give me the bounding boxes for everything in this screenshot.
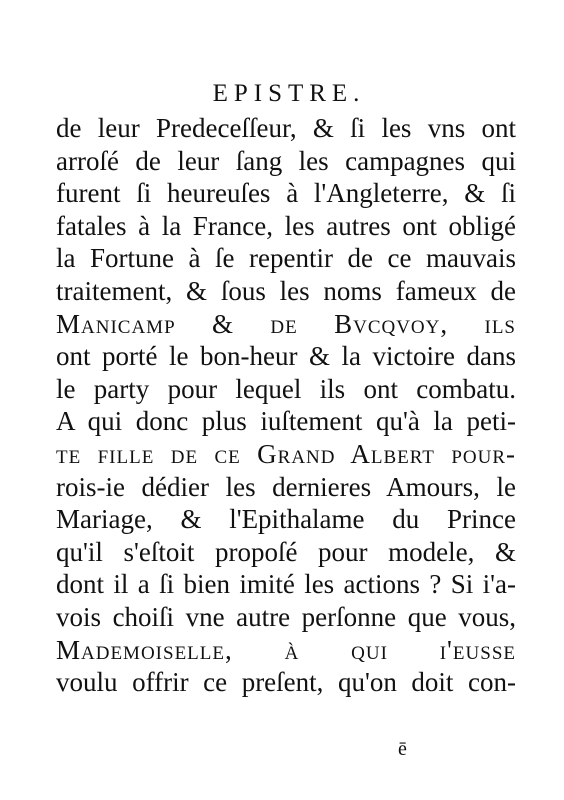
text-line: la Fortune à ſe repentir de ce mauvais [56, 243, 516, 274]
text-line: Manicamp & de Bvcqvoy, ils [56, 308, 516, 339]
text-line: fatales à la France, les autres ont obligé [56, 210, 516, 241]
text-line: A qui donc plus iuſtement qu'à la peti- [56, 406, 516, 437]
text-line: te fille de ce Grand Albert pour- [56, 438, 516, 469]
text-line: de leur Predeceſſeur, & ſi les vns ont [56, 113, 516, 143]
text-line: furent ſi heureuſes à l'Angleterre, & ſi [56, 178, 516, 209]
text-line: voulu offrir ce preſent, qu'on doit con- [56, 667, 516, 698]
running-title: EPISTRE. [212, 80, 366, 107]
text-line: qu'il s'eſtoit propoſé pour modele, & [56, 536, 516, 567]
text-line: traitement, & ſous les noms fameux de [56, 275, 516, 306]
text-line: ont porté le bon-heur & la victoire dans [56, 341, 516, 372]
text-line: vois choiſi vne autre perſonne que vous, [56, 601, 516, 632]
text-line: le party pour lequel ils ont combatu. [56, 373, 516, 404]
text-line: Mariage, & l'Epithalame du Prince [56, 504, 516, 535]
catchword: ē [398, 738, 407, 760]
text-line: rois-ie dédier les dernieres Amours, le [56, 471, 516, 502]
body-text [56, 112, 516, 699]
text-line: arroſé de leur ſang les campagnes qui [56, 145, 516, 176]
text-line: Mademoiselle, à qui i'euſſe [56, 634, 516, 665]
text-line: dont il a ſi bien imité les actions ? Si i'a- [56, 569, 516, 600]
